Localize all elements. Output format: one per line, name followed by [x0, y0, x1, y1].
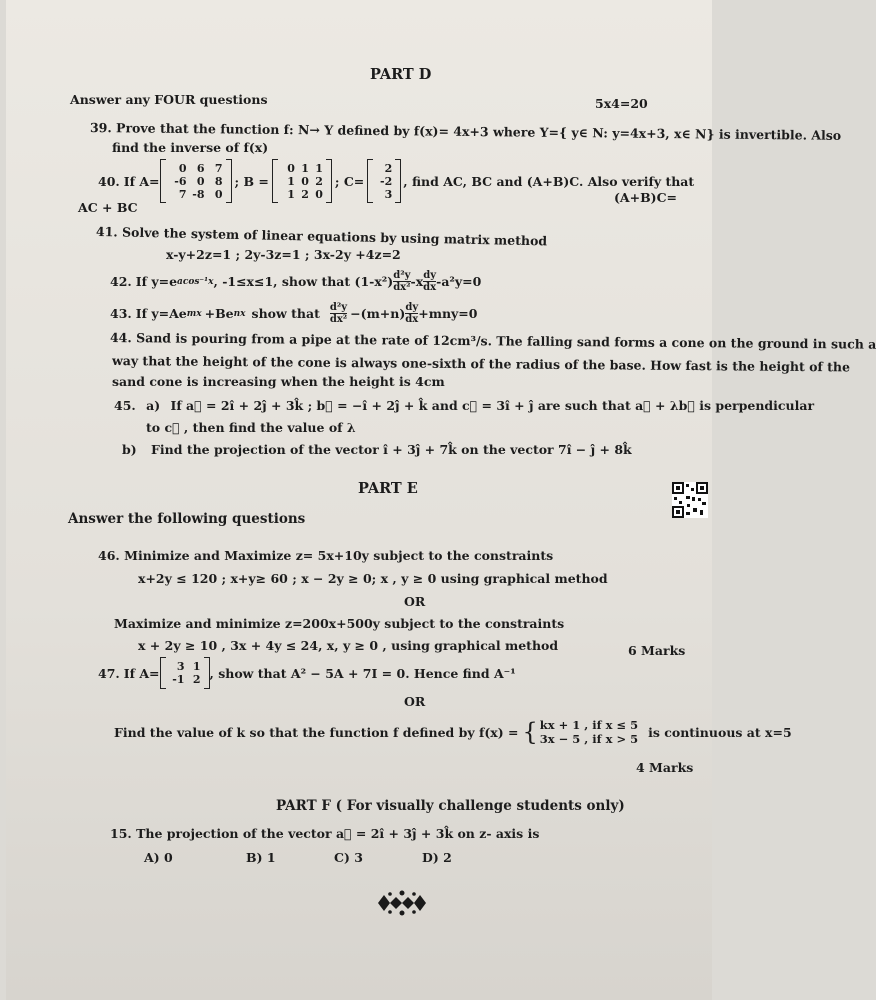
q42-mid: , -1≤x≤1, show that (1-x²): [213, 274, 394, 289]
q47-line1: [98, 658, 516, 688]
exam-paper: [6, 0, 876, 1000]
q47-lead: If A=: [123, 665, 160, 681]
q41-equations: x-y+2z=1 ; 2y-3z=1 ; 3x-2y +4z=2: [166, 247, 401, 262]
brace-icon: {: [522, 718, 538, 746]
q41-number: 41.: [95, 224, 118, 240]
matrix-a-cell: 6: [196, 161, 205, 175]
q39-line2: find the inverse of f(x): [112, 140, 269, 155]
q44-line3: sand cone is increasing when the height is 4cm: [112, 374, 445, 389]
q43-num2: dy: [405, 302, 419, 313]
part-f-title: PART F ( For visually challenge students only): [276, 798, 625, 814]
q43-number: 43.: [110, 306, 132, 321]
q43-mid2: −(m+n): [350, 306, 406, 321]
matrix-a-q47-cell: 2: [192, 673, 201, 686]
matrix-b-cell: 1: [315, 161, 323, 175]
part-f-question: 15. The projection of the vector a⃗ = 2î + 3ĵ + 3k̂ on z- axis is: [110, 826, 540, 841]
q47-marks: 4 Marks: [636, 760, 694, 775]
q46-marks: 6 Marks: [628, 643, 686, 658]
q39-text: Prove that the function f: N→ Y defined by f(x)= 4x+3 where Y={ y∈ N: y=4x+3, x∈ N} is invertible. Also: [116, 120, 842, 143]
q47-alt-line: [114, 718, 792, 746]
q45-b-text: Find the projection of the vector î + 3ĵ + 7k̂ on the vector 7î − ĵ + 8k̂: [151, 442, 632, 457]
q42-line: [110, 270, 481, 293]
matrix-a-cell: 0: [196, 174, 205, 188]
q43-den: dx²: [329, 314, 348, 325]
part-d-instruction: Answer any FOUR questions: [70, 92, 268, 107]
q40-line2: AC + BC: [78, 200, 138, 215]
matrix-a-cell: 0: [214, 187, 223, 201]
option-a: A) 0: [144, 850, 173, 865]
matrix-a-q47-cell: 1: [192, 660, 201, 673]
matrix-b-cell: 1: [287, 187, 295, 201]
q46-alt-line1: Maximize and minimize z=200x+500y subject to the constraints: [114, 616, 565, 631]
part-d-marks: 5x4=20: [595, 96, 648, 111]
q44-line2: way that the height of the cone is always one-sixth of the radius of the base. How fast is the height of the: [111, 353, 851, 375]
q41-text: Solve the system of linear equations by using matrix method: [121, 224, 548, 249]
q43-show: show that: [251, 306, 320, 321]
matrix-a-cell: 8: [214, 174, 223, 188]
q47-text: , show that A² − 5A + 7I = 0. Hence find A⁻¹: [209, 665, 516, 681]
matrix-b-cell: 0: [287, 161, 295, 175]
qr-code-icon: [672, 482, 708, 518]
q45-a-line1: [114, 398, 814, 413]
q44-text1: Sand is pouring from a pipe at the rate of 12cm³/s. The falling sand forms a cone on the ground in such a: [136, 330, 876, 352]
matrix-c-cell: -2: [380, 174, 393, 188]
q41-line1: [96, 224, 547, 248]
q43-d2y-frac: [330, 302, 347, 325]
matrix-c: [367, 160, 401, 202]
q43-mid: +Be: [204, 306, 234, 321]
q40-rhs: (A+B)C=: [614, 190, 677, 205]
matrix-c-cell: 3: [384, 187, 393, 201]
matrix-a-cell: 7: [214, 161, 223, 175]
q40-line1: [98, 160, 694, 202]
matrix-b-cell: 0: [301, 174, 309, 188]
q42-d2y-frac: [393, 270, 410, 293]
q45-b-line: [122, 442, 632, 457]
q40-number: 40.: [98, 173, 120, 189]
part-d-title: PART D: [370, 66, 432, 83]
q45-a-label: a): [146, 398, 161, 413]
q43-exp2: nx: [233, 308, 246, 319]
matrix-b-cell: 2: [315, 174, 323, 188]
matrix-a-cell: -8: [192, 187, 205, 201]
q42-number: 42.: [110, 274, 132, 289]
q39-number: 39.: [89, 120, 112, 136]
q47-or: OR: [404, 694, 426, 709]
q47-alt-text: Find the value of k so that the function f defined by f(x) =: [114, 724, 519, 740]
q46-line1: [98, 548, 553, 563]
option-c: C) 3: [334, 850, 363, 865]
q42-den2: dx: [423, 282, 437, 293]
q45-a-line2: to c⃗ , then find the value of λ: [146, 420, 356, 435]
q43-dy-frac: [405, 302, 418, 325]
q44-number: 44.: [109, 330, 132, 346]
option-d: D) 2: [422, 850, 452, 865]
case-1: kx + 1 , if x ≤ 5: [539, 718, 639, 732]
q43-line: [110, 302, 477, 325]
q43-den2: dx: [405, 314, 419, 325]
q46-number: 46.: [98, 548, 120, 563]
piecewise-cases: [540, 718, 638, 746]
q46-constraints2: x + 2y ≥ 10 , 3x + 4y ≤ 24, x, y ≥ 0 , using graphical method: [138, 638, 559, 653]
q45-b-label: b): [122, 442, 137, 457]
matrix-b: [272, 160, 332, 202]
q42-minus: -x: [410, 274, 424, 289]
q43-lead: If y=Ae: [135, 306, 187, 321]
q42-dy-frac: [423, 270, 436, 293]
q42-num2: dy: [423, 270, 437, 281]
case-2: 3x − 5 , if x > 5: [539, 732, 639, 746]
q43-num: d²y: [329, 302, 348, 313]
matrix-a-q47-cell: 3: [176, 660, 185, 673]
q45-a-text: If a⃗ = 2î + 2ĵ + 3k̂ ; b⃗ = −î + 2ĵ + k̂ and c⃗ = 3î + ĵ are such that a⃗ + λb⃗ is perpendicular: [170, 398, 815, 413]
matrix-a-cell: -6: [174, 174, 187, 188]
matrix-b-cell: 1: [301, 161, 309, 175]
option-b: B) 1: [246, 850, 276, 865]
q47-alt-tail: is continuous at x=5: [648, 724, 792, 740]
matrix-b-cell: 0: [315, 187, 323, 201]
q40-b-label: ; B =: [234, 173, 269, 189]
q40-text: , find AC, BC and (A+B)C. Also verify that: [403, 173, 695, 189]
q40-c-label: ; C=: [334, 173, 365, 189]
matrix-b-cell: 2: [301, 187, 309, 201]
part-e-title: PART E: [358, 480, 418, 497]
q44-line1: [110, 330, 876, 352]
q46-constraints1: x+2y ≤ 120 ; x+y≥ 60 ; x − 2y ≥ 0; x , y ≥ 0 using graphical method: [138, 571, 608, 586]
q40-a-label: If A=: [123, 173, 160, 189]
q43-tail: +mny=0: [418, 306, 478, 321]
q46-text1: Minimize and Maximize z= 5x+10y subject to the constraints: [124, 548, 554, 563]
ornament-icon: [374, 890, 430, 916]
matrix-a-q47-cell: -1: [172, 673, 185, 686]
q47-number: 47.: [98, 665, 120, 681]
matrix-a-q47: [160, 658, 210, 688]
matrix-a-cell: 7: [178, 187, 187, 201]
q42-tail: -a²y=0: [436, 274, 482, 289]
matrix-b-cell: 1: [287, 174, 295, 188]
q42-num: d²y: [393, 270, 411, 281]
q42-lead: If y=e: [135, 274, 178, 289]
matrix-c-cell: 2: [384, 161, 393, 175]
q42-den: dx²: [393, 282, 411, 293]
part-e-instruction: Answer the following questions: [68, 511, 306, 527]
matrix-a-cell: 0: [178, 161, 187, 175]
q45-number: 45.: [114, 398, 136, 413]
q43-exp1: mx: [186, 308, 202, 319]
q46-or: OR: [404, 594, 426, 609]
matrix-a: [160, 160, 232, 202]
q42-exponent: acos⁻¹x: [177, 276, 214, 287]
